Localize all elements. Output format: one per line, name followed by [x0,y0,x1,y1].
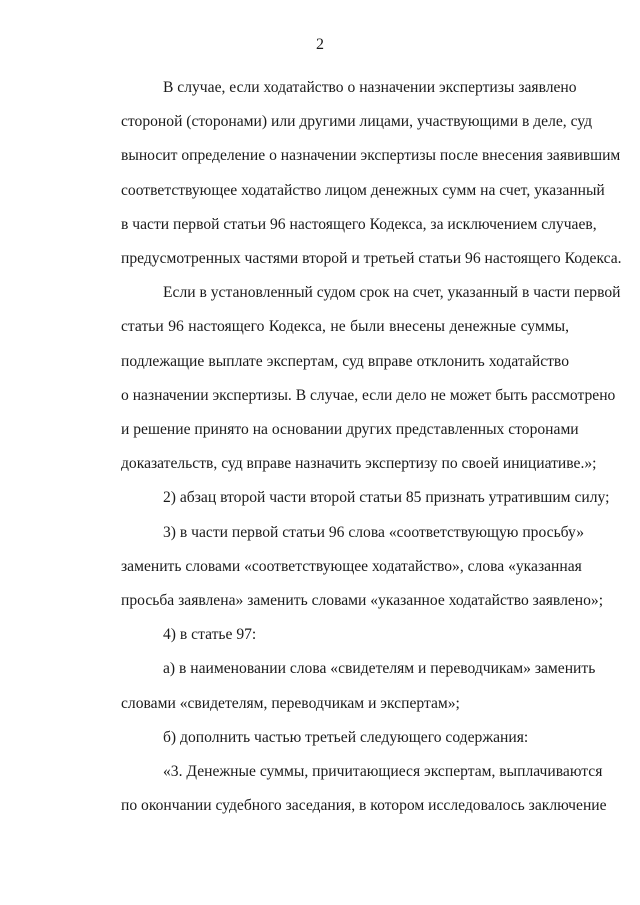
text-line: «3. Денежные суммы, причитающиеся экспертам, выплачиваются [163,763,603,781]
text-line: В случае, если ходатайство о назначении экспертизы заявлено [163,79,577,96]
paragraph-item-4 [79,618,569,652]
document-body [79,71,622,823]
text-line: Если в установленный судом срок на счет, указанный в части первой [163,284,621,302]
text-line: выносит определение о назначении экспертизы после внесения заявившим [121,147,621,165]
text-line: статьи 96 настоящего Кодекса, не были внесены денежные суммы, [121,318,569,336]
text-line: о назначении экспертизы. В случае, если дело не может быть рассмотрено [121,386,616,404]
paragraph-item-3 [79,516,604,619]
text-line: доказательств, суд вправе назначить экспертизу по своей инициативе.»; [121,455,597,473]
text-line: подлежащие выплате экспертам, суд вправе отклонить ходатайство [121,352,569,370]
text-line: 2) абзац второй части второй статьи 85 признать утратившим силу; [163,489,610,507]
text-line: б) дополнить частью третьей следующего содержания: [163,728,529,746]
text-line: 3) в части первой статьи 96 слова «соответствующую просьбу» [163,523,585,541]
text-line: предусмотренных частями второй и третьей статьи 96 настоящего Кодекса. [121,250,622,268]
paragraph-item-4b [79,721,569,755]
text-line: по окончании судебного заседания, в котором исследовалось заключение [121,797,607,815]
paragraph-expertise-petition [79,71,622,276]
text-line: а) в наименовании слова «свидетелям и переводчикам» заменить [163,660,596,678]
text-line: соответствующее ходатайство лицом денежных сумм на счет, указанный [121,181,605,199]
paragraph-item-4a [79,652,596,720]
text-line: просьба заявлена» заменить словами «указанное ходатайство заявлено»; [121,592,604,610]
page-number: 2 [316,36,324,53]
paragraph-part-3 [79,755,607,823]
text-line: и решение принято на основании других представленных сторонами [121,421,579,439]
text-line: стороной (сторонами) или другими лицами, участвующими в деле, суд [121,113,593,131]
text-line: словами «свидетелям, переводчикам и экспертам»; [121,694,460,712]
paragraph-deadline [79,276,621,481]
text-line: в части первой статьи 96 настоящего Кодекса, за исключением случаев, [121,215,597,233]
text-line: 4) в статье 97: [163,626,257,644]
paragraph-item-2 [79,481,610,515]
text-line: заменить словами «соответствующее ходатайство», слова «указанная [121,557,582,575]
